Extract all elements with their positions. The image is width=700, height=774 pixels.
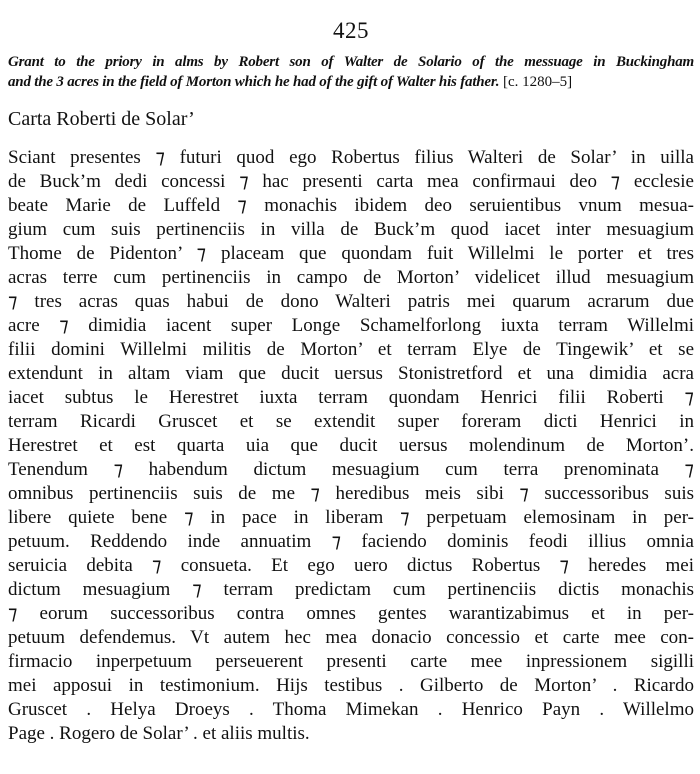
text-line: terram Ricardi Gruscet et se extendit super foreram dicti Henrici in bbox=[8, 411, 694, 432]
charter-title: Carta Roberti de Solar’ bbox=[8, 108, 195, 130]
text-line: omnibus pertinenciis suis de me ⁊ heredibus meis sibi ⁊ successoribus suis bbox=[8, 483, 694, 504]
text-line: libere quiete bene ⁊ in pace in liberam ⁊ perpetuam elemosinam in per- bbox=[8, 507, 694, 528]
charter-summary bbox=[8, 52, 694, 92]
text-line: iacet subtus le Herestret iuxta terram quondam Henrici filii Roberti ⁊ bbox=[8, 387, 694, 408]
summary-line-2 bbox=[8, 72, 694, 92]
text-line: Sciant presentes ⁊ futuri quod ego Robertus filius Walteri de Solar’ in uilla bbox=[8, 147, 694, 168]
text-line: ⁊ tres acras quas habui de dono Walteri patris mei quarum acrarum due bbox=[8, 291, 694, 312]
text-line: Tenendum ⁊ habendum dictum mesuagium cum terra prenominata ⁊ bbox=[8, 459, 694, 480]
charter-text bbox=[8, 146, 694, 746]
text-line: dictum mesuagium ⁊ terram predictam cum pertinenciis dictis monachis bbox=[8, 579, 694, 600]
text-line: extendunt in altam viam que ducit uersus Stonistretford et una dimidia acra bbox=[8, 363, 694, 384]
text-line: mei apposui in testimonium. Hijs testibus . Gilberto de Morton’ . Ricardo bbox=[8, 675, 694, 696]
text-line: firmacio inperpetuum perseuerent presenti carte mee inpressionem sigilli bbox=[8, 651, 694, 672]
text-line: beate Marie de Luffeld ⁊ monachis ibidem deo seruientibus vnum mesua- bbox=[8, 195, 694, 216]
text-line: Page . Rogero de Solar’ . et aliis multis. bbox=[8, 723, 310, 744]
document-page bbox=[8, 0, 694, 774]
page-number: 425 bbox=[333, 18, 369, 43]
text-line: gium cum suis pertinenciis in villa de Buck’m quod iacet inter mesuagium bbox=[8, 219, 694, 240]
text-line: Herestret et est quarta uia que ducit uersus molendinum de Morton’. bbox=[8, 435, 694, 456]
text-line: filii domini Willelmi militis de Morton’ et terram Elye de Tingewik’ et se bbox=[8, 339, 694, 360]
text-line: petuum. Reddendo inde annuatim ⁊ faciendo dominis feodi illius omnia bbox=[8, 531, 694, 552]
summary-text-1: Grant to the priory in alms by Robert son of Walter de Solario of the messuage in Buckingham bbox=[8, 54, 694, 70]
text-line: acras terre cum pertinenciis in campo de Morton’ videlicet illud mesuagium bbox=[8, 267, 694, 288]
summary-text-2: and the 3 acres in the field of Morton which he had of the gift of Walter his father. bbox=[8, 74, 500, 90]
summary-line-1 bbox=[8, 52, 694, 72]
text-line: de Buck’m dedi concessi ⁊ hac presenti carta mea confirmaui deo ⁊ ecclesie bbox=[8, 171, 694, 192]
text-line: ⁊ eorum successoribus contra omnes gentes warantizabimus et in per- bbox=[8, 603, 694, 624]
text-line: Thome de Pidenton’ ⁊ placeam que quondam fuit Willelmi le porter et tres bbox=[8, 243, 694, 264]
text-line: acre ⁊ dimidia iacent super Longe Schamelforlong iuxta terram Willelmi bbox=[8, 315, 694, 336]
text-line: petuum defendemus. Vt autem hec mea donacio concessio et carte mee con- bbox=[8, 627, 694, 648]
summary-date: [c. 1280–5] bbox=[503, 74, 573, 90]
text-line: Gruscet . Helya Droeys . Thoma Mimekan . Henrico Payn . Willelmo bbox=[8, 699, 694, 720]
text-line: seruicia debita ⁊ consueta. Et ego uero dictus Robertus ⁊ heredes mei bbox=[8, 555, 694, 576]
